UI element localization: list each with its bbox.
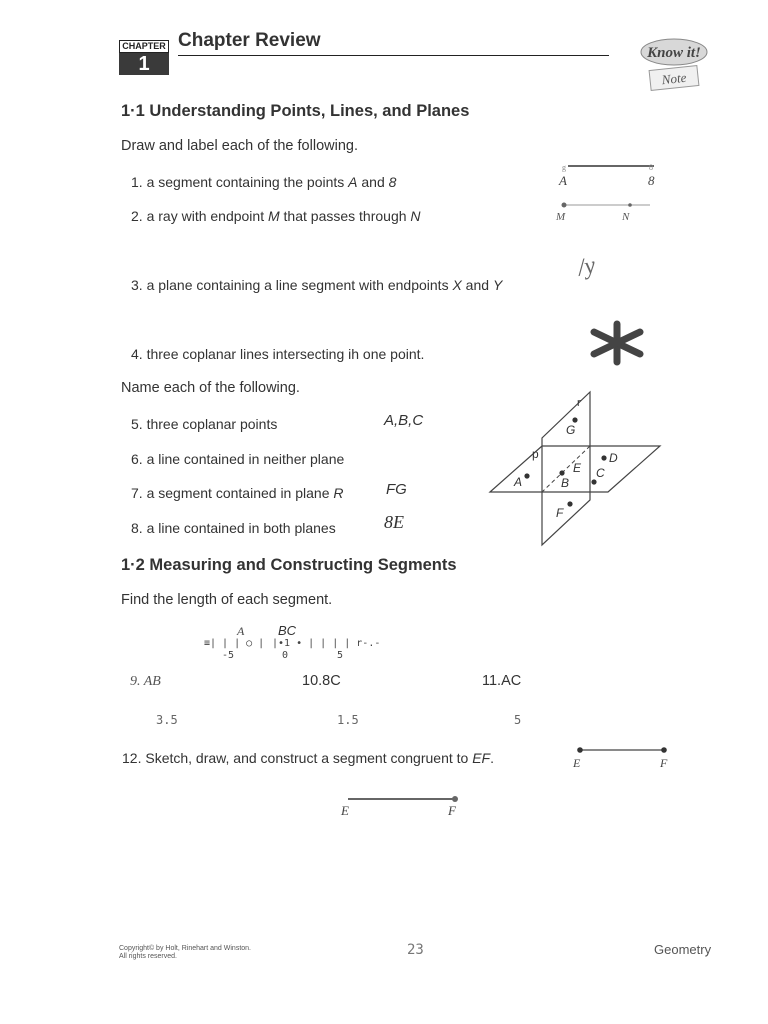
item-number: 3. <box>131 277 143 293</box>
given-label-f: F <box>660 756 668 770</box>
item-text: three coplanar lines intersecting ih one point. <box>146 346 425 362</box>
footer-subject: Geometry <box>654 942 712 957</box>
point-a <box>524 473 529 478</box>
page-number: 23 <box>407 942 424 958</box>
label-p: p <box>532 447 539 461</box>
point-d <box>601 455 606 460</box>
question-12-var: EF <box>472 750 491 766</box>
name-instruction: Name each of the following. <box>121 380 300 396</box>
item-text: a line contained in neither plane <box>146 451 345 467</box>
label-d: D <box>609 451 618 465</box>
item-text: a plane containing a line segment with endpoints <box>146 277 453 293</box>
item-8 <box>131 520 336 536</box>
item-var: R <box>333 485 344 501</box>
answer-5: A,B,C <box>384 412 424 429</box>
question-11: 11.AC <box>482 673 522 689</box>
item-text: and <box>357 174 389 190</box>
chapter-number: 1 <box>119 53 169 75</box>
item-4 <box>131 346 424 362</box>
item-number: 1. <box>131 174 143 190</box>
label-c: C <box>596 466 605 480</box>
item-1 <box>131 174 396 190</box>
answer-8: 8E <box>384 512 404 532</box>
know-it-note-logo <box>636 34 712 96</box>
answer-label-f: F <box>448 803 456 818</box>
fig2-label-right: N <box>622 211 630 223</box>
given-label-e: E <box>573 756 581 770</box>
item-text: a segment containing the points <box>146 174 349 190</box>
point-b <box>559 470 564 475</box>
label-r: r <box>577 397 581 409</box>
segment-figure <box>556 160 666 192</box>
item-var: A <box>348 174 358 190</box>
numberline-label-a: A <box>237 624 245 638</box>
copyright-line2: All rights reserved. <box>119 953 177 960</box>
label-e: E <box>573 461 582 475</box>
item-5 <box>131 416 277 432</box>
item-text: that passes through <box>279 208 411 224</box>
numberline-ticks-left: ≡| | | ○ | <box>204 638 265 649</box>
copyright-line1: Copyright© by Holt, Rinehart and Winston. <box>119 945 251 952</box>
label-f: F <box>556 506 564 520</box>
section1-heading: 1·1 Understanding Points, Lines, and Planes <box>121 102 470 120</box>
constructed-segment-ef <box>338 790 468 820</box>
page-title: Chapter Review <box>178 30 321 51</box>
title-rule <box>178 55 609 56</box>
question-12-text: 12. Sketch, draw, and construct a segment congruent to <box>122 750 473 766</box>
label-g: G <box>566 423 576 437</box>
section2-instruction: Find the length of each segment. <box>121 592 333 608</box>
plane-sketch: /y <box>575 252 598 282</box>
tick-0: 0 <box>282 650 289 661</box>
point-g <box>572 417 577 422</box>
question-9: 9. AB <box>130 674 161 689</box>
answer-11: 5 <box>514 713 522 727</box>
fig1-small-label: g <box>562 163 566 172</box>
item-number: 5. <box>131 416 143 432</box>
item-number: 7. <box>131 485 143 501</box>
intersecting-planes-figure <box>486 390 666 550</box>
section2-heading: 1·2 Measuring and Constructing Segments <box>121 556 457 574</box>
item-number: 2. <box>131 208 143 224</box>
fig1-label-right: 8 <box>648 173 655 188</box>
chapter-badge <box>119 40 169 75</box>
question-12-post: . <box>490 750 494 766</box>
item-var: 8 <box>388 174 397 190</box>
item-number: 4. <box>131 346 143 362</box>
fig2-label-left: M <box>556 211 566 223</box>
three-lines-figure <box>588 320 646 366</box>
answer-9: 3.5 <box>156 713 178 727</box>
item-7 <box>131 485 344 501</box>
point-c <box>591 479 596 484</box>
answer-label-e: E <box>341 803 349 818</box>
item-var: Y <box>492 277 503 293</box>
item-number: 8. <box>131 520 143 536</box>
item-text: a ray with endpoint <box>146 208 268 224</box>
answer-10: 1.5 <box>337 713 359 727</box>
answer-7: FG <box>386 481 407 498</box>
item-number: 6. <box>131 451 143 467</box>
item-6 <box>131 451 344 467</box>
item-var: N <box>410 208 421 224</box>
plane-r <box>542 392 590 545</box>
point-m <box>562 203 567 208</box>
item-text: a segment contained in plane <box>146 485 334 501</box>
tick-5: 5 <box>337 650 344 661</box>
ray-figure <box>554 196 658 226</box>
badge-line2: Note <box>661 69 688 88</box>
item-var: X <box>452 277 462 293</box>
point-n <box>628 203 632 207</box>
item-2 <box>131 208 421 224</box>
item-text: three coplanar points <box>146 416 278 432</box>
label-b: B <box>561 476 570 490</box>
question-10: 10.8C <box>302 673 341 689</box>
numberline-ticks-right: |•1 • | | | | r-.- <box>272 638 381 649</box>
item-var: M <box>267 208 280 224</box>
item-text: a line contained in both planes <box>146 520 336 536</box>
item-text: and <box>461 277 493 293</box>
badge-line1: Know it! <box>647 45 701 61</box>
section1-instruction: Draw and label each of the following. <box>121 138 358 154</box>
tick-neg5: -5 <box>222 650 235 661</box>
label-a: A <box>514 475 523 489</box>
chapter-label: CHAPTER <box>119 40 169 53</box>
given-segment-ef <box>570 742 674 772</box>
point-f <box>567 501 572 506</box>
question-12 <box>122 750 494 766</box>
fig1-small-right: 8 <box>649 163 653 172</box>
fig1-label-left: A <box>559 173 567 188</box>
numberline-label-bc: BC <box>278 623 297 638</box>
item-3 <box>131 277 502 293</box>
